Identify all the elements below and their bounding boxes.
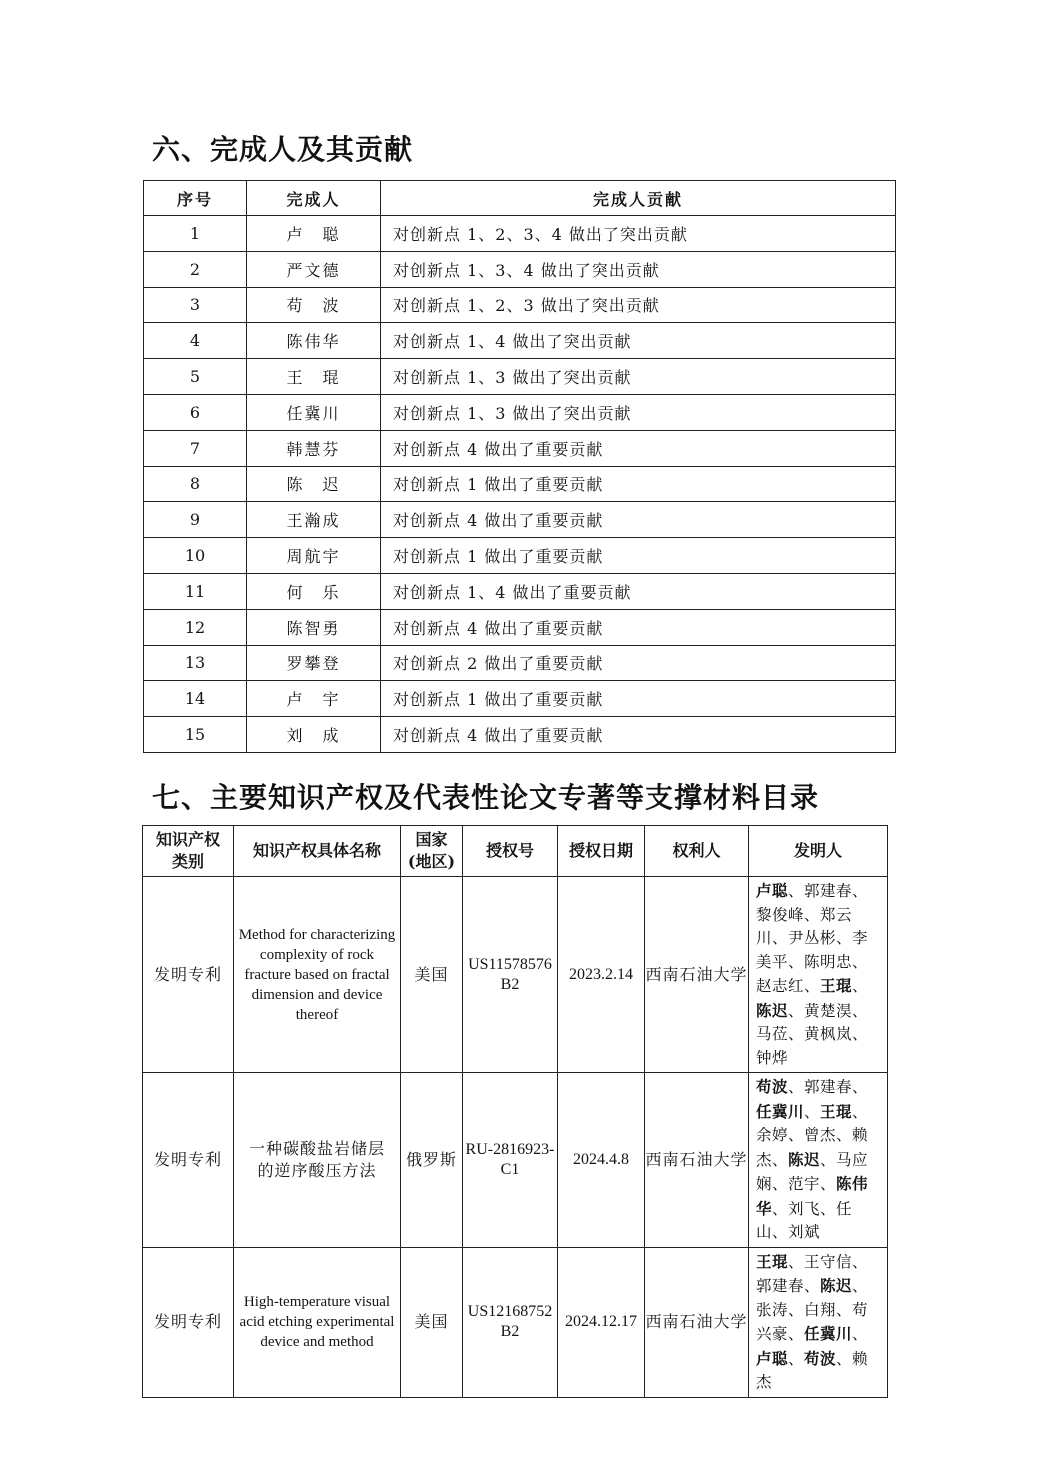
contributor-no: 1 (144, 216, 247, 252)
inventor-highlight: 王琨 (756, 1251, 789, 1271)
inventor-highlight: 任冀川 (804, 1324, 853, 1343)
contributor-no: 12 (144, 609, 247, 645)
ip-row (143, 1247, 888, 1397)
contributor-row (144, 609, 896, 645)
header-ip-name: 知识产权具体名称 (234, 826, 401, 877)
inventor-highlight: 卢聪 (756, 1348, 789, 1368)
contributor-row (144, 717, 896, 753)
contributor-name: 周航宇 (247, 538, 381, 574)
header-name: 完成人 (247, 181, 381, 216)
inventor-text: 、郭建春、 (788, 1078, 869, 1096)
contributor-row (144, 394, 896, 430)
ip-grant-no: RU-2816923-C1 (463, 1073, 558, 1248)
inventor-text: 、刘飞、任山、刘斌 (756, 1199, 853, 1241)
contributor-row (144, 323, 896, 359)
ip-country: 俄罗斯 (401, 1073, 463, 1248)
ip-country: 美国 (401, 877, 463, 1073)
contributor-contribution: 对创新点 1、2、3、4 做出了突出贡献 (381, 216, 896, 252)
contributor-row (144, 573, 896, 609)
contributor-no: 8 (144, 466, 247, 502)
contributor-contribution: 对创新点 4 做出了重要贡献 (381, 609, 896, 645)
contributor-no: 15 (144, 717, 247, 753)
ip-inventors (749, 1073, 888, 1248)
ip-grant-no: US11578576B2 (463, 877, 558, 1073)
header-grant-no: 授权号 (463, 826, 558, 877)
contributor-row (144, 251, 896, 287)
contributor-row (144, 645, 896, 681)
contributor-contribution: 对创新点 1、4 做出了重要贡献 (381, 573, 896, 609)
header-owner: 权利人 (645, 826, 749, 877)
contributor-contribution: 对创新点 1、3、4 做出了突出贡献 (381, 251, 896, 287)
ip-inventors (749, 1247, 888, 1397)
contributor-no: 2 (144, 251, 247, 287)
contributor-contribution: 对创新点 1、4 做出了突出贡献 (381, 323, 896, 359)
inventor-text: 、 (852, 977, 869, 995)
contributor-no: 9 (144, 502, 247, 538)
inventor-text: 、赖杰 (756, 1349, 869, 1391)
inventor-text: 、马应娴、范宇、 (756, 1150, 869, 1193)
contributor-name: 苟 波 (247, 287, 381, 323)
contributor-row (144, 502, 896, 538)
contributor-row (144, 216, 896, 252)
contributor-no: 11 (144, 573, 247, 609)
contributor-name: 刘 成 (247, 717, 381, 753)
inventor-highlight: 陈迟 (756, 1000, 789, 1020)
contributor-name: 王 琨 (247, 359, 381, 395)
contributor-no: 5 (144, 359, 247, 395)
contributor-contribution: 对创新点 1、3 做出了突出贡献 (381, 359, 896, 395)
contributor-row (144, 359, 896, 395)
inventor-text: 、余婷、曾杰、赖杰、 (756, 1102, 869, 1169)
header-inventors: 发明人 (749, 826, 888, 877)
header-category: 知识产权 类别 (143, 826, 234, 877)
inventor-highlight: 苟波 (804, 1348, 837, 1368)
contributor-row (144, 287, 896, 323)
inventor-highlight: 王琨 (820, 1101, 853, 1121)
inventor-text: 、黄楚淏、马莅、黄枫岚、钟烨 (756, 1001, 869, 1067)
section-6-title: 六、完成人及其贡献 (152, 133, 414, 166)
inventor-text: 、 (788, 1349, 805, 1368)
ip-header-row (143, 826, 888, 877)
inventor-text: 、 (804, 1102, 821, 1121)
inventor-highlight: 陈伟华 (756, 1174, 869, 1218)
ip-country: 美国 (401, 1247, 463, 1397)
contributor-name: 罗攀登 (247, 645, 381, 681)
ip-row (143, 1073, 888, 1248)
ip-owner: 西南石油大学 (645, 877, 749, 1073)
ip-category: 发明专利 (143, 1247, 234, 1397)
contributor-row (144, 466, 896, 502)
contributor-contribution: 对创新点 1 做出了重要贡献 (381, 538, 896, 574)
ip-row (143, 877, 888, 1073)
contributor-no: 13 (144, 645, 247, 681)
inventor-text: 、 (852, 1325, 869, 1343)
contributors-table-body (144, 216, 896, 753)
ip-name: 一种碳酸盐岩储层的逆序酸压方法 (234, 1073, 401, 1248)
header-no: 序号 (144, 181, 247, 216)
header-contribution: 完成人贡献 (381, 181, 896, 216)
section-7-title: 七、主要知识产权及代表性论文专著等支撑材料目录 (152, 781, 820, 814)
contributor-no: 14 (144, 681, 247, 717)
contributor-name: 严文德 (247, 251, 381, 287)
ip-category: 发明专利 (143, 1073, 234, 1248)
contributor-row (144, 681, 896, 717)
inventor-highlight: 卢聪 (756, 881, 789, 900)
inventor-text: 、张涛、白翔、苟兴豪、 (756, 1277, 869, 1343)
ip-grant-date: 2024.12.17 (558, 1247, 645, 1397)
contributor-name: 卢 聪 (247, 216, 381, 252)
contributor-name: 陈智勇 (247, 609, 381, 645)
ip-owner: 西南石油大学 (645, 1073, 749, 1248)
ip-inventors (749, 877, 888, 1073)
contributor-contribution: 对创新点 2 做出了重要贡献 (381, 645, 896, 681)
inventor-highlight: 陈迟 (820, 1276, 853, 1295)
contributor-no: 6 (144, 394, 247, 430)
ip-grant-date: 2023.2.14 (558, 877, 645, 1073)
contributor-row (144, 430, 896, 466)
contributor-name: 何 乐 (247, 573, 381, 609)
contributor-contribution: 对创新点 1 做出了重要贡献 (381, 466, 896, 502)
ip-grant-date: 2024.4.8 (558, 1073, 645, 1248)
contributor-no: 10 (144, 538, 247, 574)
inventor-highlight: 王琨 (820, 976, 853, 995)
ip-name: High-temperature visual acid etching experimental device and method (234, 1247, 401, 1397)
header-country: 国家 (地区) (401, 826, 463, 877)
inventor-text: 、郭建春、黎俊峰、郑云川、尹丛彬、李美平、陈明忠、赵志红、 (756, 882, 869, 995)
contributor-name: 韩慧芬 (247, 430, 381, 466)
contributor-name: 王瀚成 (247, 502, 381, 538)
contributor-name: 陈 迟 (247, 466, 381, 502)
ip-table (142, 825, 888, 1398)
contributor-contribution: 对创新点 1 做出了重要贡献 (381, 681, 896, 717)
contributor-no: 3 (144, 287, 247, 323)
contributor-name: 陈伟华 (247, 323, 381, 359)
contributor-no: 4 (144, 323, 247, 359)
contributor-contribution: 对创新点 4 做出了重要贡献 (381, 717, 896, 753)
inventor-text: 、王守信、郭建春、 (756, 1252, 869, 1295)
contributors-table (143, 180, 896, 753)
contributor-no: 7 (144, 430, 247, 466)
ip-category: 发明专利 (143, 877, 234, 1073)
contributors-header-row (144, 181, 896, 216)
ip-name: Method for characterizing complexity of rock fracture based on fractal dimension and device thereof (234, 877, 401, 1073)
ip-owner: 西南石油大学 (645, 1247, 749, 1397)
contributor-contribution: 对创新点 1、2、3 做出了突出贡献 (381, 287, 896, 323)
inventor-highlight: 任冀川 (756, 1101, 805, 1121)
contributor-row (144, 538, 896, 574)
inventor-highlight: 陈迟 (788, 1149, 821, 1169)
header-grant-date: 授权日期 (558, 826, 645, 877)
contributor-contribution: 对创新点 1、3 做出了突出贡献 (381, 394, 896, 430)
contributor-name: 卢 宇 (247, 681, 381, 717)
inventor-highlight: 苟波 (756, 1077, 789, 1096)
contributor-contribution: 对创新点 4 做出了重要贡献 (381, 502, 896, 538)
contributor-contribution: 对创新点 4 做出了重要贡献 (381, 430, 896, 466)
contributor-name: 任冀川 (247, 394, 381, 430)
ip-grant-no: US12168752B2 (463, 1247, 558, 1397)
